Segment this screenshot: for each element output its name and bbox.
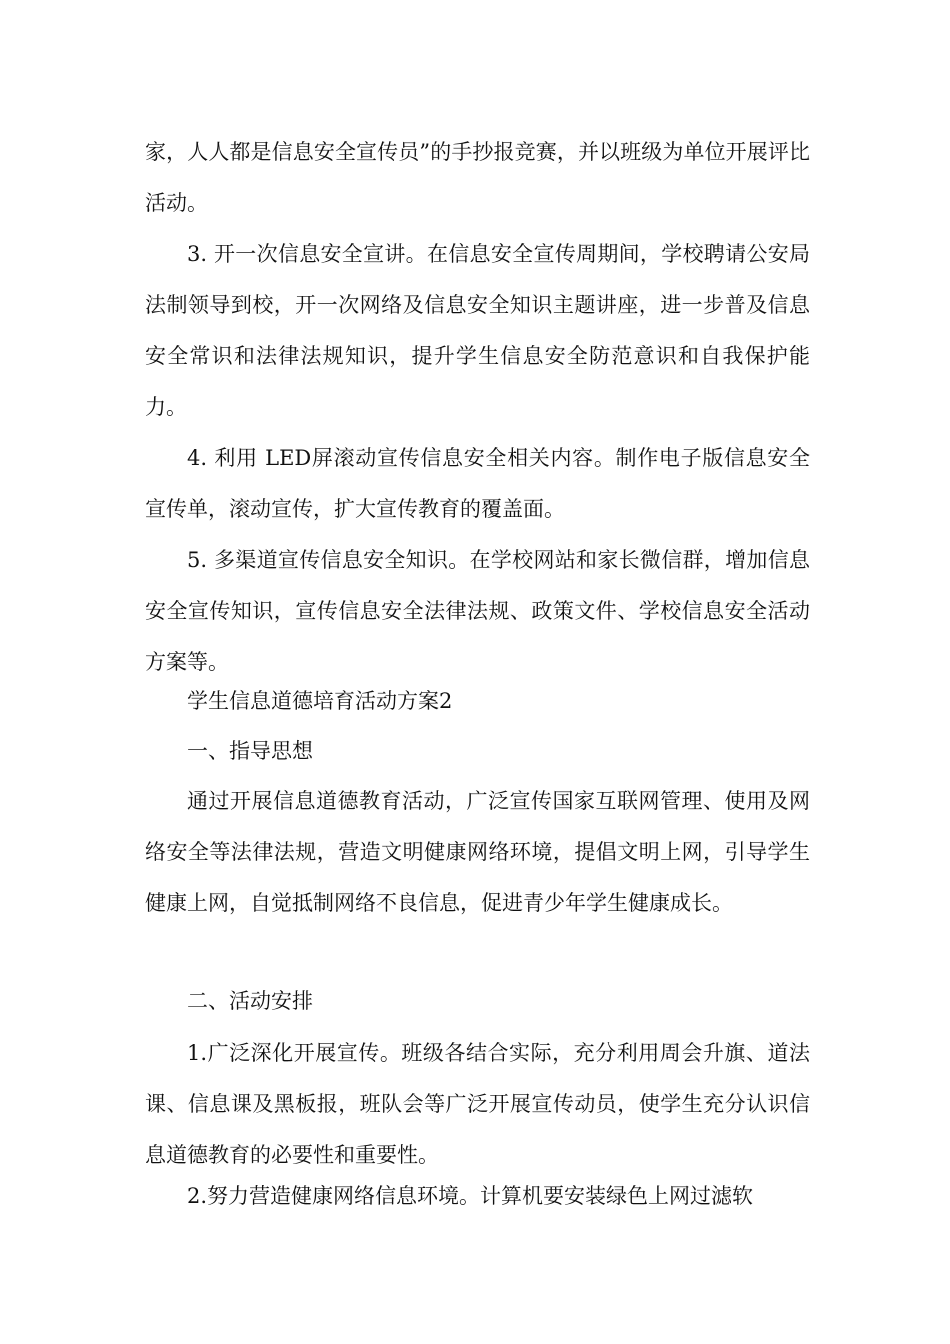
paragraph-guiding-ideology: 通过开展信息道德教育活动，广泛宣传国家互联网管理、使用及网络安全等法律法规，营造文明健康网络环境，提倡文明上网，引导学生健康上网，自觉抵制网络不良信息，促进青少年学生健康成长。: [145, 789, 810, 915]
paragraph-item-4: 4. 利用 LED屏滚动宣传信息安全相关内容。制作电子版信息安全宣传单，滚动宣传，扩大宣传教育的覆盖面。: [145, 446, 810, 521]
section-title: 学生信息道德培育活动方案2: [187, 689, 453, 713]
heading-guiding-ideology: 一、指导思想: [187, 739, 313, 763]
heading-activity-arrangement: 二、活动安排: [187, 989, 313, 1013]
paragraph-continuation: 家，人人都是信息安全宣传员”的手抄报竞赛，并以班级为单位开展评比活动。: [145, 140, 810, 215]
paragraph-arrangement-2: 2.努力营造健康网络信息环境。计算机要安装绿色上网过滤软: [187, 1184, 754, 1208]
paragraph-item-5: 5. 多渠道宣传信息安全知识。在学校网站和家长微信群，增加信息安全宣传知识，宣传信息安全法律法规、政策文件、学校信息安全活动方案等。: [145, 548, 810, 674]
paragraph-arrangement-1: 1.广泛深化开展宣传。班级各结合实际，充分利用周会升旗、道法课、信息课及黑板报，班队会等广泛开展宣传动员，使学生充分认识信息道德教育的必要性和重要性。: [145, 1041, 810, 1167]
paragraph-item-3: 3. 开一次信息安全宣讲。在信息安全宣传周期间，学校聘请公安局法制领导到校，开一次网络及信息安全知识主题讲座，进一步普及信息安全常识和法律法规知识，提升学生信息安全防范意识和自我保护能力。: [145, 242, 810, 419]
